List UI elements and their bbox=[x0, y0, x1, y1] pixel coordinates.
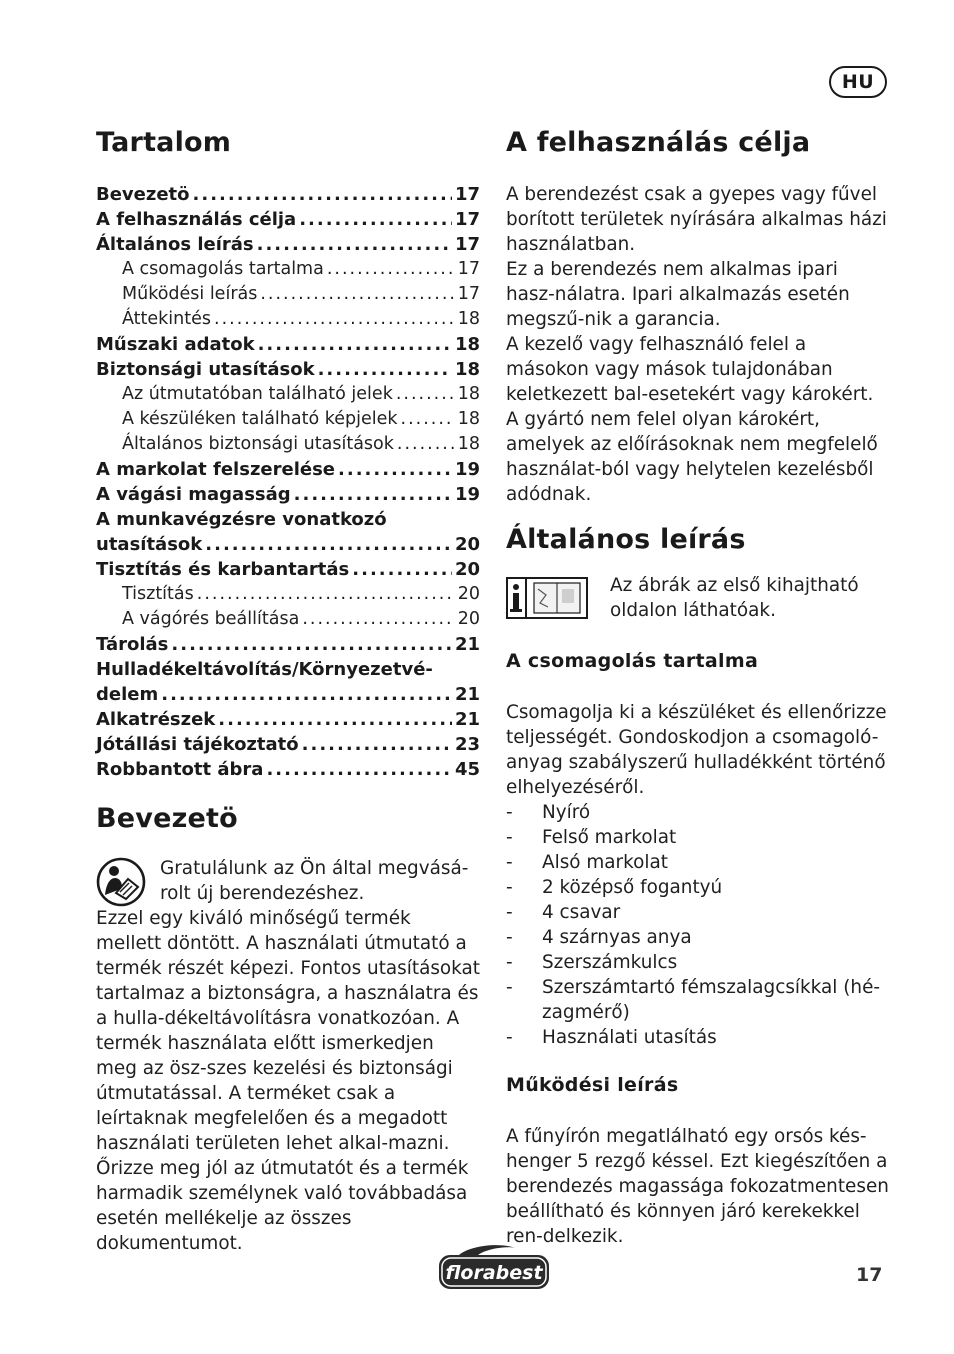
toc-dot-leader bbox=[266, 757, 451, 782]
toc-entry-page: 17 bbox=[457, 284, 480, 304]
toc-dot-leader bbox=[338, 457, 452, 482]
general-heading: Általános leírás bbox=[506, 524, 746, 555]
package-list-item: - Nyíró bbox=[506, 800, 890, 825]
toc-entry[interactable] bbox=[96, 657, 480, 682]
toc-entry-title: delem bbox=[96, 684, 159, 705]
toc-entry[interactable] bbox=[96, 757, 480, 782]
toc-entry-page: 18 bbox=[457, 409, 480, 429]
package-paragraph: Csomagolja ki a készüléket és ellenőrizze teljességét. Gondoskodjon a csomagoló-anyag szabályszerű hulladékként történő elhelyezéséről. bbox=[506, 702, 887, 798]
toc-dot-leader bbox=[161, 682, 452, 707]
toc-entry-page: 20 bbox=[454, 534, 480, 555]
info-block bbox=[506, 573, 890, 623]
function-heading: Működési leírás bbox=[506, 1074, 679, 1096]
toc-dot-leader bbox=[258, 332, 452, 357]
toc-entry-title: Műszaki adatok bbox=[96, 334, 255, 355]
toc-dot-leader bbox=[318, 357, 452, 382]
toc-entry-title: A vágórés beállítása bbox=[122, 609, 300, 629]
right-column bbox=[506, 124, 890, 1249]
toc-dot-leader bbox=[302, 732, 452, 757]
toc-entry-page: 20 bbox=[457, 609, 480, 629]
toc-entry-page: 20 bbox=[454, 559, 480, 580]
toc-entry[interactable] bbox=[96, 332, 480, 357]
purpose-paragraph-2: Ez a berendezés nem alkalmas ipari hasz-nálatra. Ipari alkalmazás esetén megszű-nik a garancia. bbox=[506, 259, 850, 330]
toc-dot-leader bbox=[396, 382, 455, 407]
toc-entry[interactable] bbox=[96, 232, 480, 257]
package-list-item: - Felső markolat bbox=[506, 825, 890, 850]
toc-entry[interactable] bbox=[96, 707, 480, 732]
toc-entry-title: Áttekintés bbox=[122, 309, 211, 329]
toc-entry-title: A munkavégzésre vonatkozó bbox=[96, 509, 387, 530]
toc-entry-page: 23 bbox=[454, 734, 480, 755]
package-heading: A csomagolás tartalma bbox=[506, 650, 759, 672]
toc-entry-page: 17 bbox=[457, 259, 480, 279]
toc-entry-page: 18 bbox=[454, 359, 480, 380]
intro-heading: Bevezetö bbox=[96, 803, 238, 834]
table-of-contents bbox=[96, 182, 480, 782]
toc-entry-title: Tisztítás és karbantartás bbox=[96, 559, 350, 580]
toc-entry-page: 17 bbox=[454, 234, 480, 255]
toc-dot-leader bbox=[299, 207, 452, 232]
toc-dot-leader bbox=[197, 582, 455, 607]
toc-entry-page: 17 bbox=[454, 209, 480, 230]
toc-dot-leader bbox=[294, 482, 452, 507]
toc-entry-page: 19 bbox=[454, 484, 480, 505]
toc-entry-title: A csomagolás tartalma bbox=[122, 259, 324, 279]
intro-paragraph-2: Ezzel egy kiváló minőségű termék mellett döntött. A használati útmutató a termék részét képezi. Fontos utasításokat tartalmaz a biztonságra, a használatra és a hulla-dékeltávolításra vonatkozóan. A termék használata előtt ismerkedjen meg az ösz-szes kezelési és biztonsági útmutatással. A terméket csak a leírtaknak megfelelően és a megadott használati területen lehet alkal-mazni. bbox=[96, 908, 480, 1154]
toc-entry[interactable] bbox=[96, 582, 480, 607]
left-column bbox=[96, 124, 480, 1256]
package-list bbox=[506, 800, 890, 1050]
toc-entry-title: Általános leírás bbox=[96, 234, 254, 255]
toc-entry-page: 18 bbox=[457, 309, 480, 329]
info-text: Az ábrák az első kihajtható oldalon láthatóak. bbox=[610, 575, 859, 621]
toc-entry-page: 18 bbox=[454, 334, 480, 355]
toc-entry[interactable] bbox=[96, 207, 480, 232]
package-list-item: - 4 szárnyas anya bbox=[506, 925, 890, 950]
toc-entry[interactable] bbox=[96, 732, 480, 757]
purpose-paragraph-3: A kezelő vagy felhasználó felel a másokon vagy mások tulajdonában keletkezett bal-esetekért vagy károkért. bbox=[506, 334, 874, 405]
toc-title: Tartalom bbox=[96, 127, 232, 158]
function-paragraph: A fűnyírón megatlálható egy orsós kés-henger 5 rezgő késsel. Ezt kiegészítően a berendezés magassága fokozatmentesen beállítható és könnyen járó kerekekkel ren-delkezik. bbox=[506, 1126, 889, 1247]
toc-dot-leader bbox=[214, 307, 455, 332]
toc-entry[interactable] bbox=[96, 382, 480, 407]
toc-entry-title: Jótállási tájékoztató bbox=[96, 734, 299, 755]
toc-entry-page: 19 bbox=[454, 459, 480, 480]
toc-entry-page: 21 bbox=[454, 709, 480, 730]
toc-entry-title: Általános biztonsági utasítások bbox=[122, 434, 394, 454]
toc-entry-page: 18 bbox=[457, 384, 480, 404]
toc-entry-title: A vágási magasság bbox=[96, 484, 291, 505]
toc-dot-leader bbox=[257, 232, 452, 257]
toc-entry-title: Működési leírás bbox=[122, 284, 258, 304]
toc-entry-title: A készüléken található képjelek bbox=[122, 409, 398, 429]
language-badge: HU bbox=[829, 66, 887, 98]
purpose-paragraph-1: A berendezést csak a gyepes vagy fűvel borított területek nyírására alkalmas házi használatban. bbox=[506, 184, 887, 255]
toc-entry-title: Alkatrészek bbox=[96, 709, 216, 730]
toc-entry-title: Biztonsági utasítások bbox=[96, 359, 315, 380]
package-list-item: - Szerszámtartó fémszalagcsíkkal (hé-zagmérő) bbox=[506, 975, 890, 1025]
toc-entry[interactable] bbox=[96, 182, 480, 207]
toc-entry-title: A markolat felszerelése bbox=[96, 459, 336, 480]
toc-entry-page: 18 bbox=[457, 434, 480, 454]
toc-entry[interactable] bbox=[96, 607, 480, 632]
toc-entry-title: Hulladékeltávolítás/Környezetvé- bbox=[96, 659, 433, 680]
toc-dot-leader bbox=[260, 282, 454, 307]
toc-entry-page: 21 bbox=[454, 634, 480, 655]
toc-entry-title: A felhasználás célja bbox=[96, 209, 297, 230]
toc-entry[interactable] bbox=[96, 482, 480, 507]
package-list-item: - 2 középső fogantyú bbox=[506, 875, 890, 900]
toc-dot-leader bbox=[397, 432, 455, 457]
intro-block bbox=[96, 856, 480, 906]
toc-entry[interactable] bbox=[96, 357, 480, 382]
purpose-heading: A felhasználás célja bbox=[506, 127, 811, 158]
toc-dot-leader bbox=[205, 532, 452, 557]
toc-entry[interactable] bbox=[96, 632, 480, 657]
toc-entry[interactable] bbox=[96, 257, 480, 282]
toc-entry[interactable] bbox=[96, 457, 480, 482]
toc-entry[interactable] bbox=[96, 282, 480, 307]
package-list-item: - Szerszámkulcs bbox=[506, 950, 890, 975]
toc-entry[interactable] bbox=[96, 682, 480, 707]
toc-entry[interactable] bbox=[96, 507, 480, 532]
page-number: 17 bbox=[856, 1264, 883, 1286]
toc-dot-leader bbox=[171, 632, 452, 657]
toc-dot-leader bbox=[218, 707, 452, 732]
toc-entry-page: 45 bbox=[454, 759, 480, 780]
toc-entry[interactable] bbox=[96, 532, 480, 557]
intro-paragraph-3: Őrizze meg jól az útmutatót és a termék harmadik személynek való továbbadása esetén mellékelje az összes dokumentumot. bbox=[96, 1158, 469, 1254]
package-list-item: - 4 csavar bbox=[506, 900, 890, 925]
info-booklet-icon bbox=[506, 577, 588, 619]
purpose-paragraph-4: A gyártó nem felel olyan károkért, amelyek az előírásoknak nem megfelelő használat-ból vagy helytelen kezelésből adódnak. bbox=[506, 409, 878, 505]
svg-text:florabest: florabest bbox=[445, 1262, 543, 1284]
toc-entry-page: 17 bbox=[454, 184, 480, 205]
toc-dot-leader bbox=[193, 182, 452, 207]
toc-entry[interactable] bbox=[96, 307, 480, 332]
read-manual-icon bbox=[96, 857, 146, 907]
package-list-item: - Használati utasítás bbox=[506, 1025, 890, 1050]
toc-entry-title: Tárolás bbox=[96, 634, 169, 655]
toc-entry-title: Az útmutatóban található jelek bbox=[122, 384, 393, 404]
toc-entry-page: 20 bbox=[457, 584, 480, 604]
toc-entry-title: Bevezetö bbox=[96, 184, 190, 205]
toc-dot-leader bbox=[302, 607, 454, 632]
toc-entry-title: utasítások bbox=[96, 534, 203, 555]
toc-entry[interactable] bbox=[96, 557, 480, 582]
toc-entry[interactable] bbox=[96, 432, 480, 457]
florabest-logo bbox=[438, 1242, 550, 1292]
toc-dot-leader bbox=[401, 407, 455, 432]
toc-dot-leader bbox=[352, 557, 452, 582]
toc-dot-leader bbox=[327, 257, 455, 282]
toc-entry-title: Robbantott ábra bbox=[96, 759, 264, 780]
toc-entry[interactable] bbox=[96, 407, 480, 432]
toc-entry-page: 21 bbox=[454, 684, 480, 705]
toc-entry-title: Tisztítás bbox=[122, 584, 194, 604]
intro-paragraph-1: Gratulálunk az Ön által megvásá-rolt új berendezéshez. bbox=[160, 858, 469, 904]
package-list-item: - Alsó markolat bbox=[506, 850, 890, 875]
